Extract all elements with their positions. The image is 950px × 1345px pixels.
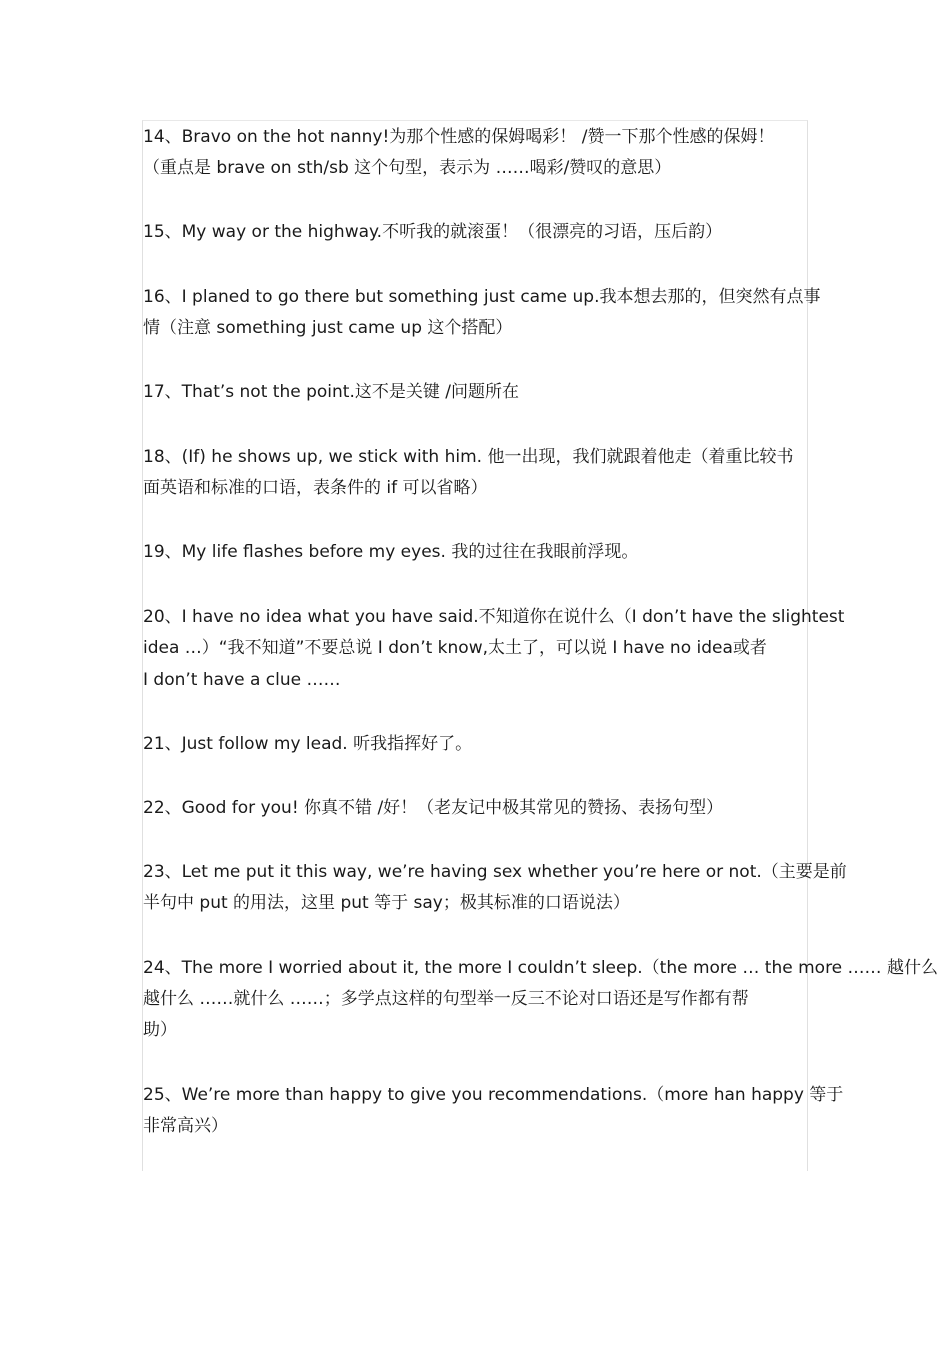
item-25-line-2: 非常高兴）: [143, 1116, 228, 1136]
item-24-line-3: 助）: [143, 1020, 177, 1040]
item-20-line-1: 20、I have no idea what you have said.不知道你在说什么（I don’t have the slightest: [143, 607, 845, 627]
item-24-line-2: 越什么 ……就什么 ……；多学点这样的句型举一反三不论对口语还是写作都有帮: [143, 989, 749, 1009]
item-20-line-2: idea …）“我不知道”不要总说 I don’t know,太土了，可以说 I have no idea或者: [143, 638, 767, 658]
item-16-line-2: 情（注意 something just came up 这个搭配）: [143, 318, 513, 338]
item-19-line-1: 19、My life flashes before my eyes. 我的过往在我眼前浮现。: [143, 542, 639, 562]
item-23-line-1: 23、Let me put it this way, we’re having sex whether you’re here or not.（主要是前: [143, 862, 847, 882]
item-15-line-1: 15、My way or the highway.不听我的就滚蛋！（很漂亮的习语，压后韵）: [143, 222, 723, 242]
item-20-line-3: I don’t have a clue ……: [143, 670, 341, 690]
item-16-line-1: 16、I planed to go there but something just came up.我本想去那的，但突然有点事: [143, 287, 821, 307]
item-18-line-1: 18、(If) he shows up, we stick with him. 他一出现，我们就跟着他走（着重比较书: [143, 447, 794, 467]
item-23-line-2: 半句中 put 的用法，这里 put 等于 say；极其标准的口语说法）: [143, 893, 630, 913]
item-24-line-1: 24、The more I worried about it, the more I couldn’t sleep.（the more … the more …… 越什么: [143, 958, 938, 978]
item-25-line-1: 25、We’re more than happy to give you recommendations.（more han happy 等于: [143, 1085, 844, 1105]
item-21-line-1: 21、Just follow my lead. 听我指挥好了。: [143, 734, 473, 754]
item-17-line-1: 17、That’s not the point.这不是关键 /问题所在: [143, 382, 519, 402]
item-18-line-2: 面英语和标准的口语，表条件的 if 可以省略）: [143, 478, 488, 498]
item-14-line-1: 14、Bravo on the hot nanny!为那个性感的保姆喝彩！ /赞一下那个性感的保姆！: [143, 127, 775, 147]
item-14-line-2: （重点是 brave on sth/sb 这个句型，表示为 ……喝彩/赞叹的意思）: [143, 158, 672, 178]
item-22-line-1: 22、Good for you! 你真不错 /好！（老友记中极其常见的赞扬、表扬句型）: [143, 798, 724, 818]
